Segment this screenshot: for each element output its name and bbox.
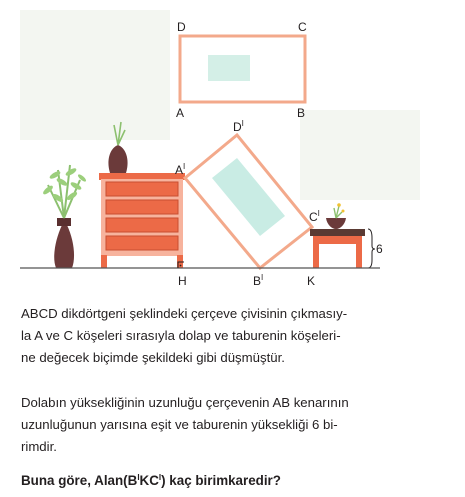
- label-c-prime: $C^I$: [309, 209, 320, 224]
- label-d-prime: $D^I$: [233, 119, 244, 134]
- stool-bowl: [326, 203, 346, 229]
- problem-line: Dolabın yüksekliğinin uzunluğu çerçevenin AB kenarının: [21, 395, 349, 410]
- label-b: B: [297, 106, 306, 120]
- height-brace: [368, 229, 375, 268]
- faded-background: [20, 10, 170, 140]
- problem-line: rimdir.: [21, 439, 57, 454]
- dresser: [99, 173, 185, 268]
- label-k: K: [307, 274, 316, 288]
- frame-inner-picture: [208, 55, 250, 81]
- label-c: C: [298, 20, 307, 34]
- stool: [310, 229, 365, 268]
- label-six: 6: [376, 242, 383, 256]
- left-plant: [42, 165, 87, 268]
- question: Buna göre, $Alan(B^IKC^I)$ kaç birimkaredir?: [21, 473, 281, 489]
- problem-paragraph-1: [21, 303, 451, 369]
- label-d: D: [177, 20, 186, 34]
- label-h: H: [178, 274, 187, 288]
- problem-line: ABCD dikdörtgeni şeklindeki çerçeve çivisinin çıkmasıy-: [21, 306, 348, 321]
- problem-line: la A ve C köşeleri sırasıyla dolap ve taburenin köşeleri-: [21, 328, 341, 343]
- problem-line: ne değecek biçimde şekildeki gibi düşmüştür.: [21, 350, 285, 365]
- label-a-prime: $A^I$: [175, 162, 186, 177]
- frame-abcd: [180, 36, 305, 102]
- problem-line: uzunluğunun yarısına eşit ve taburenin yüksekliği 6 bi-: [21, 417, 338, 432]
- tilted-frame: [185, 135, 312, 268]
- label-a: A: [176, 106, 185, 120]
- faded-background-right: [300, 110, 420, 200]
- problem-paragraph-2: [21, 392, 451, 458]
- label-b-prime: $B^I$: [253, 273, 264, 288]
